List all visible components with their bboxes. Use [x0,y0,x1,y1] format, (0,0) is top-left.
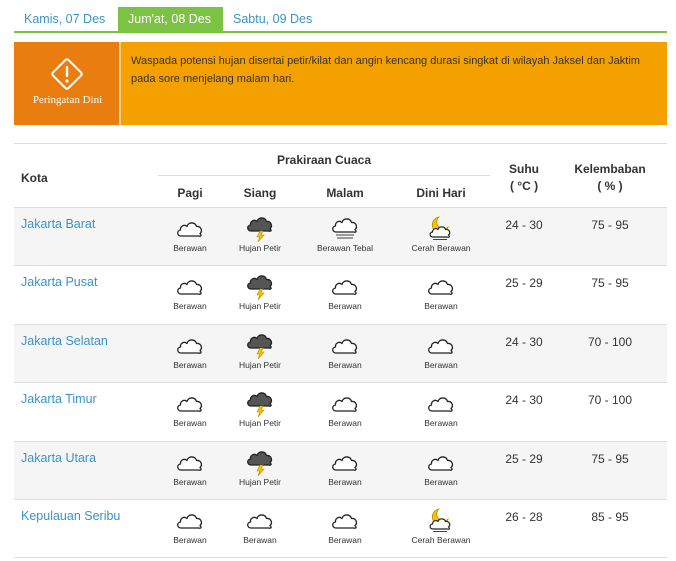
table-row [14,442,667,500]
forecast-label: Berawan [173,301,207,312]
header-divider [158,175,490,176]
header-kelembaban-unit: ( % ) [597,179,623,193]
table-row [14,325,667,383]
forecast-label: Berawan [424,301,458,312]
table-body [14,208,667,558]
forecast-cell [215,389,305,428]
forecast-cell [300,331,390,370]
overcast-icon [300,214,390,242]
forecast-label: Berawan [328,301,362,312]
thunderstorm-icon [215,389,305,417]
forecast-label: Cerah Berawan [411,534,471,545]
forecast-label: Berawan [173,476,207,487]
header-pagi: Pagi [177,186,203,200]
forecast-cell [300,272,390,311]
forecast-cell [396,331,486,370]
forecast-label: Berawan [328,359,362,370]
header-prakiraan: Prakiraan Cuaca [276,153,372,167]
table-header [14,143,667,208]
forecast-label: Hujan Petir [238,243,282,253]
tab-kamis[interactable]: Kamis, 07 Des [24,12,106,26]
header-malam: Malam [326,186,364,200]
header-dini-hari: Dini Hari [416,186,466,200]
humidity-value: 75 - 95 [591,218,629,232]
table-row [14,208,667,266]
forecast-label: Hujan Petir [238,418,282,429]
thunderstorm-icon [215,448,305,476]
header-suhu-label: Suhu [509,162,539,176]
table-row [14,383,667,441]
city-link[interactable]: Jakarta Pusat [21,275,98,290]
cloud-icon [300,331,390,359]
forecast-cell [300,389,390,428]
temperature-value: 24 - 30 [505,393,543,408]
table-row [14,500,667,558]
city-link[interactable]: Jakarta Timur [21,392,97,407]
forecast-label: Berawan [173,243,207,253]
cloud-icon [396,389,486,417]
cloud-icon [215,506,305,534]
header-kelembaban [570,161,650,195]
forecast-label: Cerah Berawan [411,243,471,253]
warning-title: Peringatan Dini [32,94,103,106]
forecast-cell [300,214,390,253]
city-link[interactable]: Jakarta Barat [21,217,96,231]
moon-cloud-icon [396,506,486,534]
forecast-label: Berawan [173,359,207,370]
forecast-table [14,143,667,558]
forecast-cell [396,448,486,487]
forecast-cell [300,448,390,487]
forecast-label: Berawan [328,418,362,429]
forecast-label: Berawan [243,534,277,545]
forecast-label: Berawan [424,418,458,429]
forecast-cell [215,448,305,487]
cloud-icon [396,272,486,300]
temperature-value: 25 - 29 [505,451,543,466]
header-kelembaban-label: Kelembaban [574,162,646,176]
forecast-cell [396,272,486,311]
forecast-label: Berawan [424,359,458,370]
early-warning-panel [14,42,667,125]
temperature-value: 25 - 29 [505,276,543,291]
header-siang: Siang [243,186,277,200]
forecast-label: Berawan [328,476,362,487]
humidity-value: 70 - 100 [587,334,633,349]
forecast-label: Berawan [173,418,207,429]
warning-diamond-icon [49,56,85,92]
forecast-label: Berawan [328,534,362,545]
forecast-cell [215,331,305,370]
forecast-label: Hujan Petir [238,301,282,312]
forecast-label: Berawan [424,476,458,487]
thunderstorm-icon [215,331,305,359]
tab-jumat[interactable]: Jum'at, 08 Des [118,7,223,31]
city-link[interactable]: Jakarta Utara [21,450,97,465]
warning-text: Waspada potensi hujan disertai petir/kilat dan angin kencang durasi singkat di wilayah Jaksel dan Jaktim pada sore menjelang malam hari. [131,55,640,85]
temperature-value: 26 - 28 [505,509,543,524]
tab-sabtu[interactable]: Sabtu, 09 Des [233,12,313,26]
moon-cloud-icon [396,214,486,242]
cloud-icon [300,389,390,417]
day-tabs [14,7,667,33]
temperature-value: 24 - 30 [505,334,543,349]
warning-badge [14,42,121,125]
thunderstorm-icon [215,272,305,300]
forecast-label: Hujan Petir [238,359,282,370]
thunderstorm-icon [215,214,305,242]
cloud-icon [300,448,390,476]
header-suhu [496,161,552,195]
city-link[interactable]: Jakarta Selatan [21,333,108,348]
header-suhu-unit: ( °C ) [509,179,539,193]
forecast-cell [396,214,486,253]
forecast-cell [300,506,390,545]
forecast-cell [396,506,486,545]
forecast-label: Berawan Tebal [316,243,374,253]
forecast-cell [215,506,305,545]
humidity-value: 75 - 95 [591,451,629,466]
table-row [14,266,667,324]
forecast-label: Hujan Petir [238,476,282,487]
forecast-cell [215,272,305,311]
header-kota: Kota [21,171,48,185]
forecast-cell [215,214,305,253]
cloud-icon [396,331,486,359]
cloud-icon [396,448,486,476]
cloud-icon [300,272,390,300]
humidity-value: 70 - 100 [587,393,633,408]
humidity-value: 85 - 95 [591,509,629,524]
temperature-value: 24 - 30 [505,218,543,232]
humidity-value: 75 - 95 [591,276,629,291]
forecast-cell [396,389,486,428]
forecast-label: Berawan [173,534,207,545]
cloud-icon [300,506,390,534]
city-link[interactable]: Kepulauan Seribu [21,508,121,523]
